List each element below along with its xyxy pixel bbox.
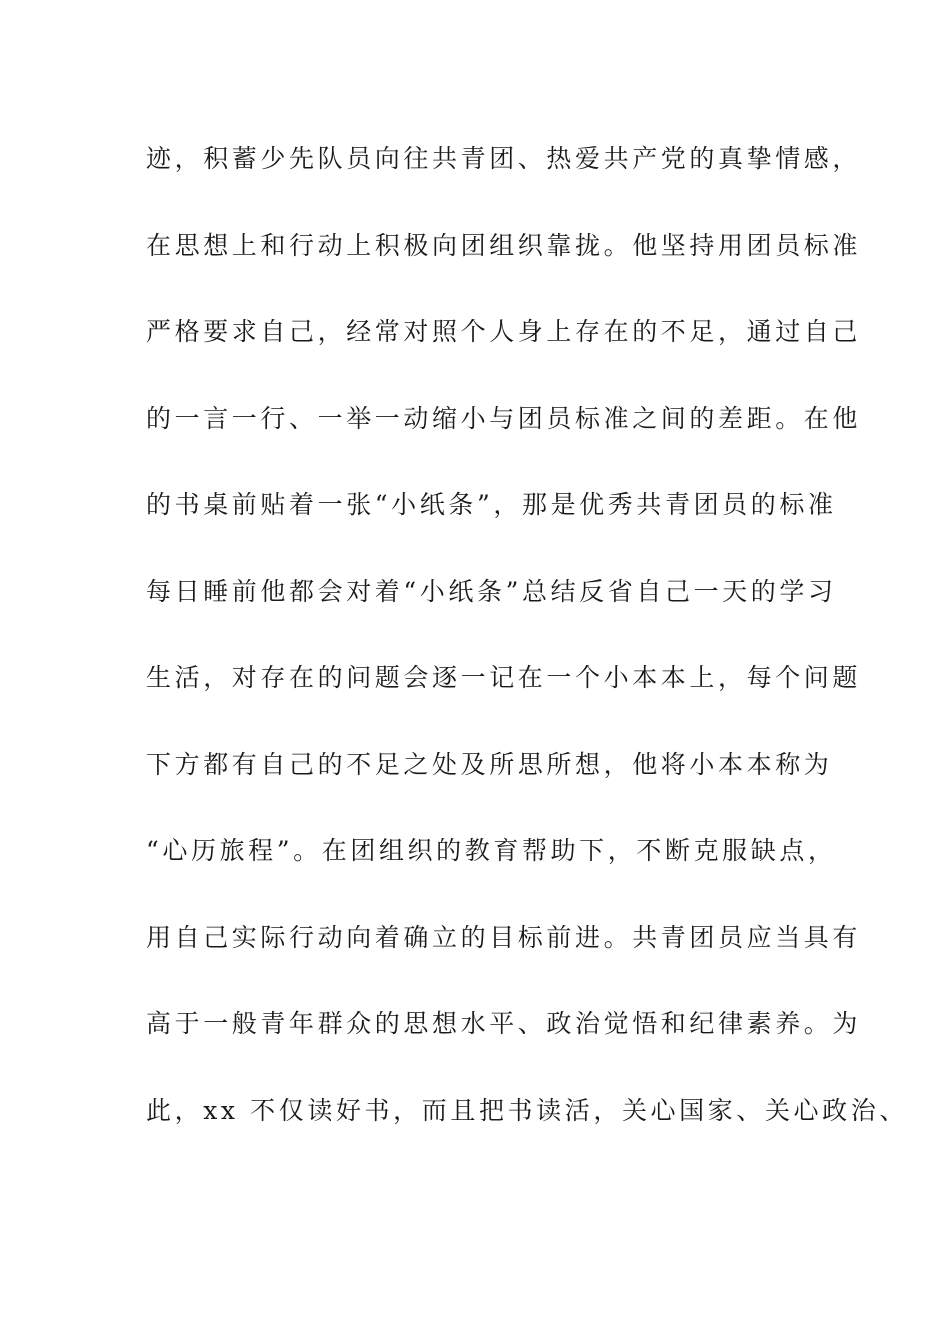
text-line: 的书桌前贴着一张“小纸条”，那是优秀共青团员的标准: [146, 490, 837, 519]
text-line: 的一言一行、一举一动缩小与团员标准之间的差距。在他: [146, 403, 862, 433]
text-line: 下方都有自己的不足之处及所思所想，他将小本本称为: [146, 749, 833, 779]
body-text: [146, 136, 908, 1174]
text-line: 高于一般青年群众的思想水平、政治觉悟和纪律素养。为: [146, 1009, 862, 1038]
text-line: 迹，积蓄少先队员向往共青团、热爱共产党的真挚情感，: [146, 144, 862, 173]
text-line: 此，xx 不仅读好书，而且把书读活，关心国家、关心政治、: [146, 1095, 908, 1125]
text-line: 在思想上和行动上积极向团组织靠拢。他坚持用团员标准: [146, 230, 862, 260]
text-line: 生活，对存在的问题会逐一记在一个小本本上，每个问题: [146, 663, 862, 692]
text-line: 严格要求自己，经常对照个人身上存在的不足，通过自己: [146, 317, 862, 346]
text-line: “心历旅程”。在团组织的教育帮助下，不断克服缺点，: [146, 836, 837, 865]
text-line: 每日睡前他都会对着“小纸条”总结反省自己一天的学习: [146, 576, 837, 606]
text-line: 用自己实际行动向着确立的目标前进。共青团员应当具有: [146, 922, 862, 952]
